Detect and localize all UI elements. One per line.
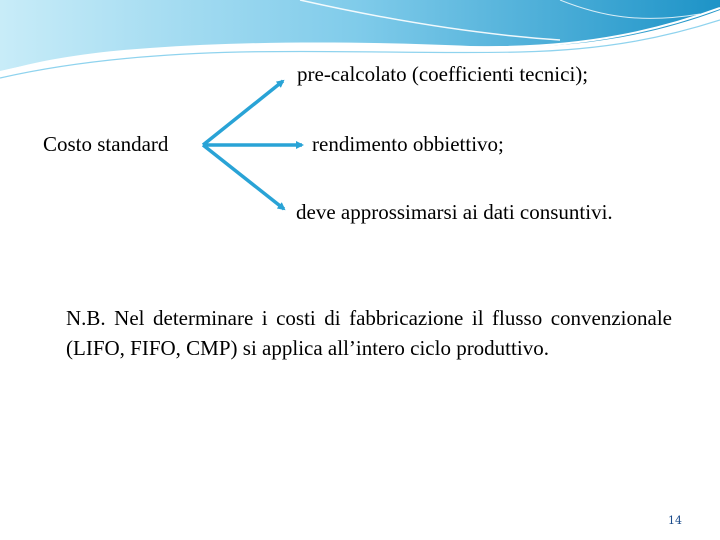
branch-label-top: pre-calcolato (coefficienti tecnici);	[297, 62, 589, 86]
source-label: Costo standard	[43, 132, 169, 156]
branch-label-bottom: deve approssimarsi ai dati consuntivi.	[296, 200, 613, 224]
note-paragraph: N.B. Nel determinare i costi di fabbricazione il flusso convenzionale (LIFO, FIFO, CMP) si applica all’intero ciclo produttivo.	[66, 306, 672, 360]
connector-line-top	[203, 81, 283, 145]
connector-line-bottom	[203, 145, 284, 209]
branch-label-middle: rendimento obbiettivo;	[312, 132, 504, 156]
page-number: 14	[668, 514, 682, 527]
